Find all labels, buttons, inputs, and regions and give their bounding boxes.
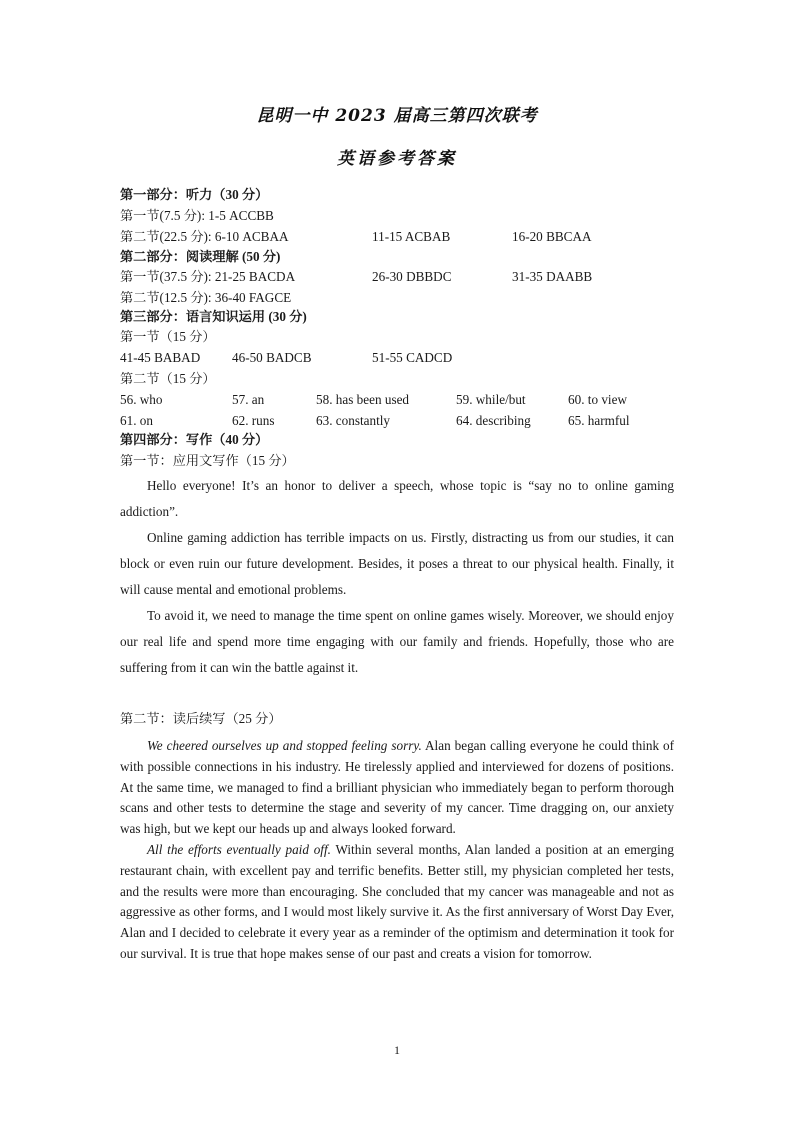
part1-section2-b: 11-15 ACBAB [372, 229, 451, 244]
essay2-paragraph-2 [120, 840, 674, 965]
essay2-paragraph-1 [120, 736, 674, 840]
part1-section1: 第一节(7.5 分): 1-5 ACCBB [120, 208, 274, 223]
essay2-paragraph-2-body: Within several months, Alan landed a position at an emerging restaurant chain, with excellent pay and terrific benefits. Better still, my physician completed her tests, and the results were more than encouraging. She concluded that my cancer was manageable and not as aggressive as other forms, and I would most likely survive it. As the first anniversary of Worst Day Ever, Alan and I decided to celebrate it every year as a reminder of the optimism and determination it took for our survival. It is true that hope makes sense of our past and creats a vision for tomorrow. [120, 842, 674, 961]
answer-58: 58. has been used [316, 392, 410, 407]
part2-heading: 第二部分：阅读理解 (50 分) [120, 249, 281, 264]
essay2-paragraph-1-lead: We cheered ourselves up and stopped feeling sorry. [147, 738, 422, 753]
part3-section1-c: 51-55 CADCD [372, 350, 453, 365]
document-subtitle: 英语参考答案 [337, 149, 457, 169]
part3-section1-a: 41-45 BABAD [120, 350, 201, 365]
essay1-paragraph-1: Hello everyone! It’s an honor to deliver a speech, whose topic is “say no to online gaming addiction”. [120, 478, 674, 519]
answer-63: 63. constantly [316, 413, 390, 428]
essay2-paragraph-1-body: Alan began calling everyone he could think of with possible connections in his industry. He tirelessly applied and interviewed for dozens of positions. At the same time, we managed to find a brilliant physician who immediately began to perform thorough scans and other tests to determine the stage and severity of my cancer. Time dragging on, our anxiety was high, but we kept our heads up and always looked forward. [120, 738, 675, 837]
part2-section1-b: 26-30 DBBDC [372, 269, 452, 284]
answer-57: 57. an [232, 392, 265, 407]
answer-59: 59. while/but [456, 392, 526, 407]
part3-section2-label: 第二节（15 分） [120, 371, 216, 386]
answer-60: 60. to view [568, 392, 627, 407]
part2-section1-a: 第一节(37.5 分): 21-25 BACDA [120, 269, 296, 284]
answer-65: 65. harmful [568, 413, 630, 428]
answer-64: 64. describing [456, 413, 531, 428]
part3-section1-b: 46-50 BADCB [232, 350, 312, 365]
part1-section2-c: 16-20 BBCAA [512, 229, 592, 244]
answer-62: 62. runs [232, 413, 275, 428]
essay1-paragraph-3: To avoid it, we need to manage the time spent on online games wisely. Moreover, we should enjoy our real life and spend more time engaging with our family and friends. Hopefully, those who are suffering from it can win the battle against it. [120, 608, 674, 675]
part3-section1-label: 第一节（15 分） [120, 329, 216, 344]
essay2-paragraph-2-lead: All the efforts eventually paid off. [147, 842, 331, 857]
part4-section2-label: 第二节：读后续写（25 分） [120, 711, 282, 726]
part1-heading: 第一部分：听力（30 分） [120, 187, 269, 202]
page-number: 1 [394, 1043, 400, 1057]
document-title: 昆明一中 2023 届高三第四次联考 [256, 106, 538, 126]
part4-heading: 第四部分：写作（40 分） [120, 432, 269, 447]
part3-heading: 第三部分：语言知识运用 (30 分) [120, 309, 307, 324]
part1-section2-a: 第二节(22.5 分): 6-10 ACBAA [120, 229, 289, 244]
answer-56: 56. who [120, 392, 163, 407]
part2-section1-c: 31-35 DAABB [512, 269, 593, 284]
essay1-paragraph-2: Online gaming addiction has terrible impacts on us. Firstly, distracting us from our studies, it can block or even ruin our future development. Besides, it poses a threat to our physical health. Finally, it will cause mental and emotional problems. [120, 530, 674, 597]
part2-section2: 第二节(12.5 分): 36-40 FAGCE [120, 290, 292, 305]
answer-61: 61. on [120, 413, 153, 428]
part4-section1-label: 第一节：应用文写作（15 分） [120, 453, 295, 468]
